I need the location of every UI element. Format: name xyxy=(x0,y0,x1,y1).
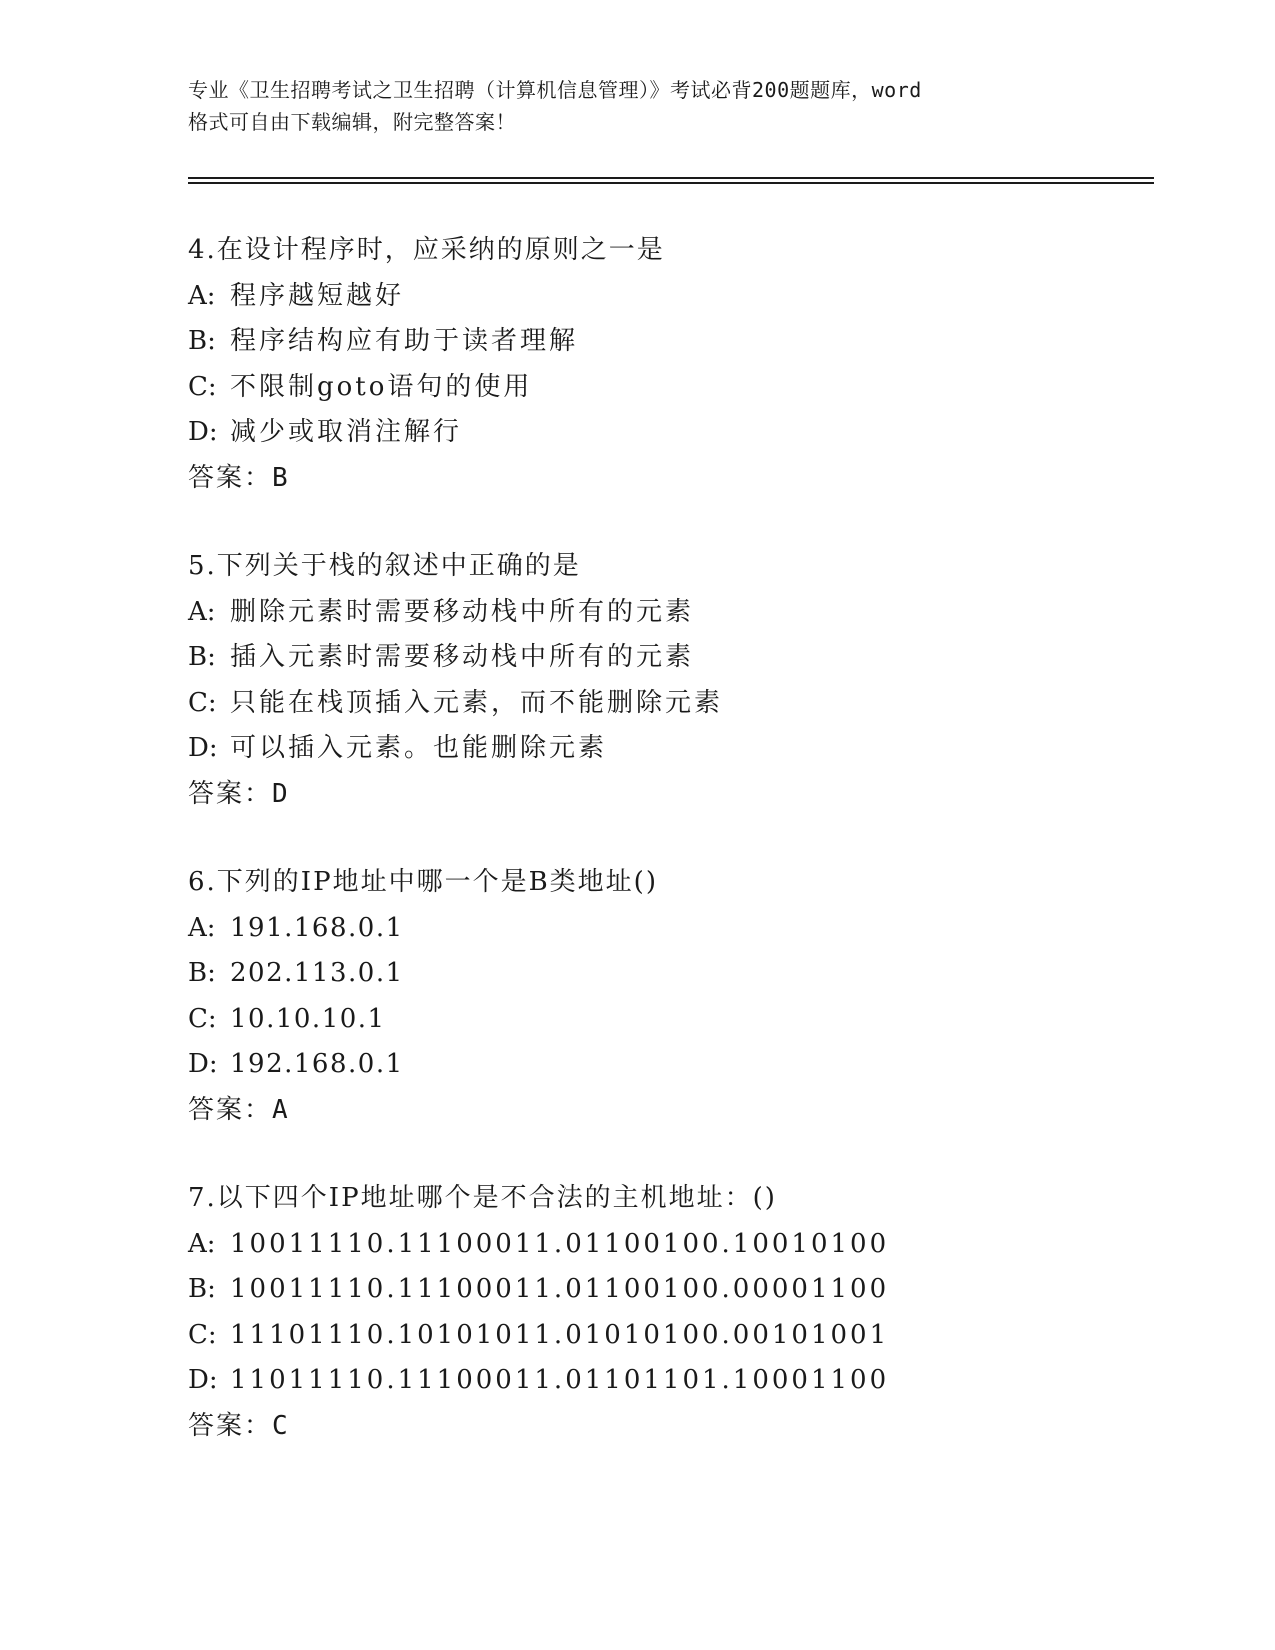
option-letter: B: xyxy=(188,326,216,356)
option-text: 10.10.10.1 xyxy=(230,1003,386,1034)
option-letter: C: xyxy=(188,1319,217,1350)
answer-value: C xyxy=(272,1410,289,1441)
answer-label: 答案： xyxy=(188,462,273,493)
answer-line xyxy=(188,1088,1088,1134)
answer-line xyxy=(188,456,1088,502)
option-letter: D: xyxy=(188,733,218,763)
option-text: 192.168.0.1 xyxy=(230,1049,404,1079)
question-stem: 5.下列关于栈的叙述中正确的是 xyxy=(188,551,581,581)
option-letter: C: xyxy=(188,687,217,718)
answer-label: 答案： xyxy=(188,778,273,809)
question-stem: 7.以下四个IP地址哪个是不合法的主机地址：() xyxy=(188,1183,777,1213)
option-text: 程序结构应有助于读者理解 xyxy=(230,326,579,356)
option-text: 可以插入元素。也能删除元素 xyxy=(230,733,608,763)
option-letter: B: xyxy=(188,958,216,988)
option-b xyxy=(188,1267,1088,1313)
option-text: 191.168.0.1 xyxy=(230,912,404,943)
option-text: 10011110.11100011.01100100.10010100 xyxy=(230,1228,890,1259)
option-text: 202.113.0.1 xyxy=(230,958,404,988)
header-line-2: 格式可自由下载编辑，附完整答案！ xyxy=(188,110,516,134)
option-a xyxy=(188,1222,1088,1268)
option-text: 只能在栈顶插入元素，而不能删除元素 xyxy=(230,687,724,718)
option-text: 11011110.11100011.01101101.10001100 xyxy=(230,1365,890,1395)
option-c xyxy=(188,681,1088,727)
question-stem: 4.在设计程序时，应采纳的原则之一是 xyxy=(188,235,665,265)
option-text: 减少或取消注解行 xyxy=(230,417,463,447)
question-7 xyxy=(188,1176,1088,1449)
option-text: 不限制goto语句的使用 xyxy=(230,371,533,402)
option-letter: D: xyxy=(188,1365,218,1395)
header-divider-bottom xyxy=(188,182,1154,184)
option-a xyxy=(188,906,1088,952)
option-b xyxy=(188,951,1088,997)
answer-label: 答案： xyxy=(188,1094,273,1125)
question-6 xyxy=(188,860,1088,1133)
option-letter: C: xyxy=(188,371,217,402)
option-letter: D: xyxy=(188,417,218,447)
option-a xyxy=(188,274,1088,320)
option-c xyxy=(188,997,1088,1043)
option-text: 插入元素时需要移动栈中所有的元素 xyxy=(230,642,695,672)
answer-value: B xyxy=(272,462,289,493)
option-d xyxy=(188,410,1088,456)
option-letter: A: xyxy=(188,1228,216,1259)
option-letter: A: xyxy=(188,912,216,943)
answer-label: 答案： xyxy=(188,1410,273,1441)
header-divider-top xyxy=(188,177,1154,179)
option-text: 程序越短越好 xyxy=(230,280,405,311)
answer-value: D xyxy=(272,778,289,809)
header-line-1: 专业《卫生招聘考试之卫生招聘（计算机信息管理）》考试必背200题题库，word xyxy=(188,78,922,102)
option-a xyxy=(188,590,1088,636)
option-text: 10011110.11100011.01100100.00001100 xyxy=(230,1274,890,1304)
option-b xyxy=(188,319,1088,365)
option-letter: A: xyxy=(188,596,216,627)
option-letter: B: xyxy=(188,1274,216,1304)
option-letter: B: xyxy=(188,642,216,672)
question-4 xyxy=(188,228,1088,501)
option-b xyxy=(188,635,1088,681)
answer-value: A xyxy=(272,1094,289,1125)
question-stem: 6.下列的IP地址中哪一个是B类地址() xyxy=(188,867,658,897)
option-c xyxy=(188,365,1088,411)
answer-line xyxy=(188,772,1088,818)
option-d xyxy=(188,1042,1088,1088)
answer-line xyxy=(188,1404,1088,1450)
question-5 xyxy=(188,544,1088,817)
option-letter: A: xyxy=(188,280,216,311)
option-text: 11101110.10101011.01010100.00101001 xyxy=(230,1319,890,1350)
option-d xyxy=(188,726,1088,772)
option-letter: D: xyxy=(188,1049,218,1079)
option-text: 删除元素时需要移动栈中所有的元素 xyxy=(230,596,695,627)
document-header xyxy=(188,74,1088,138)
option-letter: C: xyxy=(188,1003,217,1034)
option-d xyxy=(188,1358,1088,1404)
option-c xyxy=(188,1313,1088,1359)
